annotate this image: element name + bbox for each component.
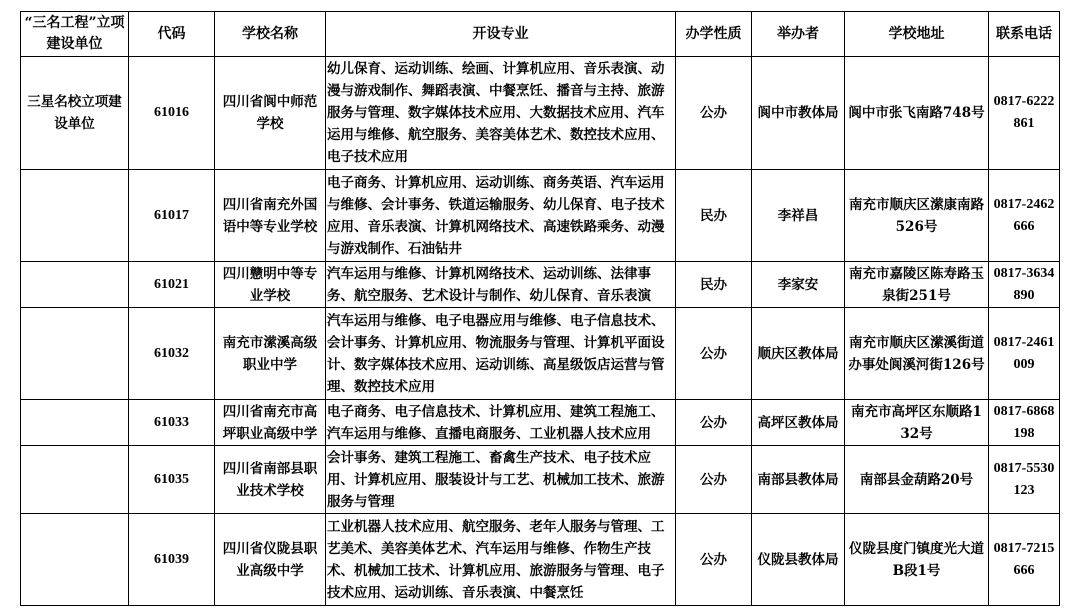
- address-cell: 南充市顺庆区潆康南路526号: [845, 170, 989, 262]
- phone-cell: 0817-2462666: [989, 170, 1060, 262]
- header-row: [21, 12, 1060, 57]
- table-row: [21, 514, 1060, 606]
- school-cell: 四川省南部县职业技术学校: [215, 446, 326, 514]
- nature-cell: 公办: [676, 308, 752, 400]
- header-school: 学校名称: [215, 12, 326, 57]
- code-cell: 61039: [129, 514, 215, 606]
- schools-table: [20, 11, 1060, 606]
- code-cell: 61016: [129, 57, 215, 170]
- nature-cell: 民办: [676, 262, 752, 308]
- majors-cell: 工业机器人技术应用、航空服务、老年人服务与管理、工艺美术、美容美体艺术、汽车运用与维修、作物生产技术、机械加工技术、计算机应用、旅游服务与管理、电子技术应用、运动训练、音乐表演、中餐烹饪: [326, 514, 676, 606]
- address-cell: 仪陇县度门镇度光大道B段1号: [845, 514, 989, 606]
- code-cell: 61021: [129, 262, 215, 308]
- school-cell: 四川省南充外国语中等专业学校: [215, 170, 326, 262]
- header-phone: 联系电话: [989, 12, 1060, 57]
- table-row: [21, 262, 1060, 308]
- majors-cell: 幼儿保育、运动训练、绘画、计算机应用、音乐表演、动漫与游戏制作、舞蹈表演、中餐烹饪、播音与主持、旅游服务与管理、数字媒体技术应用、大数据技术应用、汽车运用与维修、航空服务、美容美体艺术、数控技术应用、电子技术应用: [326, 57, 676, 170]
- table-row: [21, 446, 1060, 514]
- phone-cell: 0817-7215666: [989, 514, 1060, 606]
- majors-cell: 汽车运用与维修、计算机网络技术、运动训练、法律事务、航空服务、艺术设计与制作、幼儿保育、音乐表演: [326, 262, 676, 308]
- category-cell: [21, 446, 129, 514]
- header-nature: 办学性质: [676, 12, 752, 57]
- majors-cell: 汽车运用与维修、电子电器应用与维修、电子信息技术、会计事务、计算机应用、物流服务与管理、计算机平面设计、数字媒体技术应用、运动训练、高星级饭店运营与管理、数控技术应用: [326, 308, 676, 400]
- nature-cell: 公办: [676, 446, 752, 514]
- address-cell: 阆中市张飞南路748号: [845, 57, 989, 170]
- table-container: [20, 11, 1060, 606]
- category-cell: [21, 400, 129, 446]
- address-cell: 南充市嘉陵区陈寿路玉泉街251号: [845, 262, 989, 308]
- phone-cell: 0817-3634890: [989, 262, 1060, 308]
- category-cell: [21, 262, 129, 308]
- header-code: 代码: [129, 12, 215, 57]
- phone-cell: 0817-2461009: [989, 308, 1060, 400]
- sponsor-cell: 高坪区教体局: [752, 400, 845, 446]
- category-cell: 三星名校立项建设单位: [21, 57, 129, 170]
- address-cell: 南部县金葫路20号: [845, 446, 989, 514]
- table-row: [21, 170, 1060, 262]
- school-cell: 南充市潆溪高级职业中学: [215, 308, 326, 400]
- phone-cell: 0817-6868198: [989, 400, 1060, 446]
- header-address: 学校地址: [845, 12, 989, 57]
- nature-cell: 公办: [676, 514, 752, 606]
- sponsor-cell: 南部县教体局: [752, 446, 845, 514]
- code-cell: 61017: [129, 170, 215, 262]
- majors-cell: 会计事务、建筑工程施工、畜禽生产技术、电子技术应用、计算机应用、服装设计与工艺、机械加工技术、旅游服务与管理: [326, 446, 676, 514]
- majors-cell: 电子商务、电子信息技术、计算机应用、建筑工程施工、汽车运用与维修、直播电商服务、工业机器人技术应用: [326, 400, 676, 446]
- table-row: [21, 57, 1060, 170]
- majors-cell: 电子商务、计算机应用、运动训练、商务英语、汽车运用与维修、会计事务、铁道运输服务、幼儿保育、电子技术应用、音乐表演、计算机网络技术、高速铁路乘务、动漫与游戏制作、石油钻井: [326, 170, 676, 262]
- header-sponsor: 举办者: [752, 12, 845, 57]
- sponsor-cell: 仪陇县教体局: [752, 514, 845, 606]
- code-cell: 61033: [129, 400, 215, 446]
- address-cell: 南充市顺庆区潆溪街道办事处阆溪河街126号: [845, 308, 989, 400]
- nature-cell: 公办: [676, 57, 752, 170]
- phone-cell: 0817-5530123: [989, 446, 1060, 514]
- category-cell: [21, 514, 129, 606]
- school-cell: 四川省阆中师范学校: [215, 57, 326, 170]
- sponsor-cell: 李家安: [752, 262, 845, 308]
- header-majors: 开设专业: [326, 12, 676, 57]
- nature-cell: 公办: [676, 400, 752, 446]
- category-cell: [21, 170, 129, 262]
- table-row: [21, 400, 1060, 446]
- nature-cell: 民办: [676, 170, 752, 262]
- table-row: [21, 308, 1060, 400]
- sponsor-cell: 阆中市教体局: [752, 57, 845, 170]
- school-cell: 四川省南充市高坪职业高级中学: [215, 400, 326, 446]
- address-cell: 南充市高坪区东顺路132号: [845, 400, 989, 446]
- code-cell: 61032: [129, 308, 215, 400]
- category-cell: [21, 308, 129, 400]
- school-cell: 四川省仪陇县职业高级中学: [215, 514, 326, 606]
- header-category: “三名工程”立项建设单位: [21, 12, 129, 57]
- sponsor-cell: 李祥昌: [752, 170, 845, 262]
- school-cell: 四川戆明中等专业学校: [215, 262, 326, 308]
- sponsor-cell: 顺庆区教体局: [752, 308, 845, 400]
- code-cell: 61035: [129, 446, 215, 514]
- phone-cell: 0817-6222861: [989, 57, 1060, 170]
